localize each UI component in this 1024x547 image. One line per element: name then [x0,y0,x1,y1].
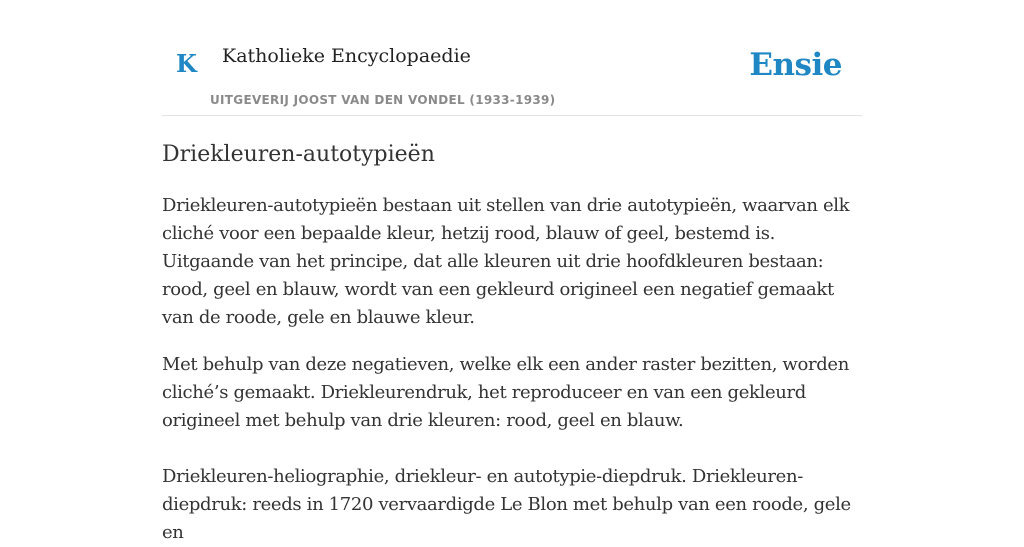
article-paragraph-2: Met behulp van deze negatieven, welke elk een ander raster bezitten, worden cliché’s gemaakt. Driekleurendruk, het reproduceer en van een gekleurd origineel met behulp van drie kleuren: rood, geel en blauw. [162,354,849,431]
publisher-label: UITGEVERIJ JOOST VAN DEN VONDEL (1933-1939) [210,93,556,107]
work-title-link[interactable]: Katholieke Encyclopaedie [222,45,471,67]
article-title: Driekleuren-autotypieën [162,142,435,167]
ensie-brand-logo[interactable]: Ensie [749,47,842,83]
article-paragraph-3: Driekleuren-heliographie, driekleur- en autotypie-diepdruk. Driekleuren-diepdruk: reeds in 1720 vervaardigde Le Blon met behulp van een roode, gele en [162,466,851,543]
work-logo-icon[interactable]: K [176,49,197,78]
article-paragraph-1: Driekleuren-autotypieën bestaan uit stellen van drie autotypieën, waarvan elk cliché voor een bepaalde kleur, hetzij rood, blauw of geel, bestemd is. Uitgaande van het principe, dat alle kleuren uit drie hoofdkleuren bestaan: rood, geel en blauw, wordt van een gekleurd origineel een negatief gemaakt van de roode, gele en blauwe kleur. [162,195,850,328]
content-container [162,0,862,547]
site-header [162,0,862,116]
